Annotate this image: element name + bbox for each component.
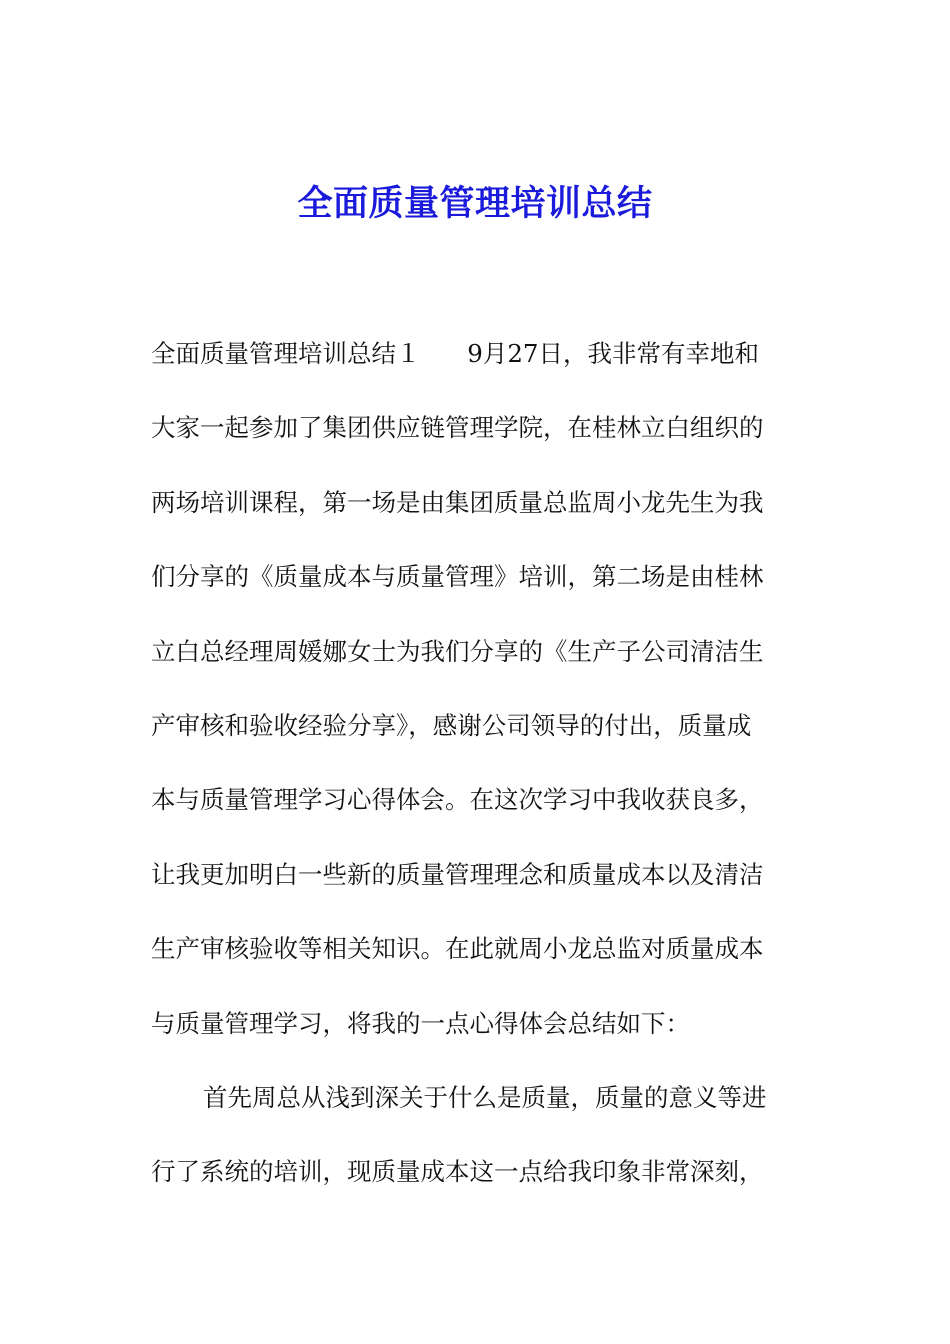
- body-line: 本与质量管理学习心得体会。在这次学习中我收获良多，: [151, 785, 764, 815]
- body-line-paragraph-start: 首先周总从浅到深关于什么是质量，质量的意义等进: [203, 1082, 767, 1112]
- body-line: 与质量管理学习，将我的一点心得体会总结如下：: [151, 1008, 690, 1038]
- body-line: 生产审核验收等相关知识。在此就周小龙总监对质量成本: [151, 934, 764, 964]
- body-line: 两场培训课程，第一场是由集团质量总监周小龙先生为我: [151, 487, 764, 517]
- document-title: 全面质量管理培训总结: [297, 183, 653, 224]
- body-line: 全面质量管理培训总结１ 9月27日，我非常有幸地和: [151, 339, 759, 368]
- body-line: 立白总经理周媛娜女士为我们分享的《生产子公司清洁生: [151, 636, 764, 666]
- body-line: 们分享的《质量成本与质量管理》培训，第二场是由桂林: [151, 562, 764, 592]
- document-body: [151, 330, 791, 1223]
- body-line: 行了系统的培训，现质量成本这一点给我印象非常深刻，: [151, 1157, 764, 1187]
- body-line: 产审核和验收经验分享》，感谢公司领导的付出，质量成: [151, 710, 752, 740]
- body-line: 大家一起参加了集团供应链管理学院，在桂林立白组织的: [151, 413, 764, 443]
- body-line: 让我更加明白一些新的质量管理理念和质量成本以及清洁: [151, 859, 764, 889]
